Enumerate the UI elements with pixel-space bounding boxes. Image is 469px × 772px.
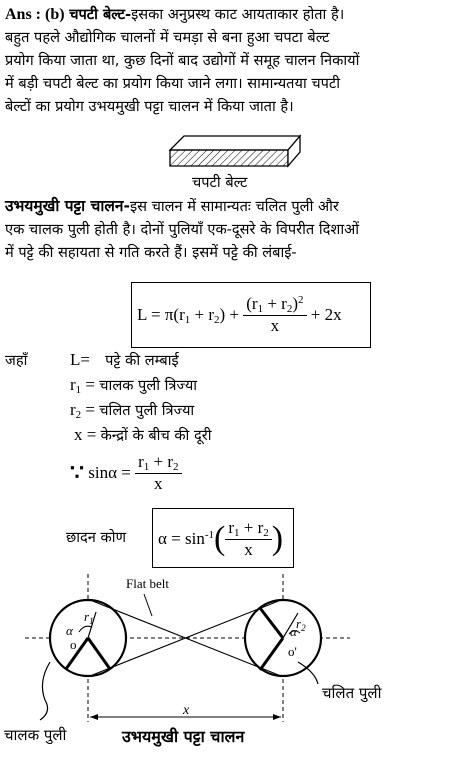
answer-heading: चपटी बेल्ट- — [69, 6, 132, 23]
open-drive-line-2: एक चालक पुली होती है। दोनों पुलियाँ एक-दूसरे के विपरीत दिशाओं — [5, 221, 360, 238]
def-r2: $r_2$ = चलित पुली त्रिज्या — [70, 400, 195, 421]
flat-belt-label: Flat belt — [126, 576, 169, 591]
def-r1: $r_1$ = चालक पुली त्रिज्या — [70, 375, 198, 396]
right-alpha-label: α — [290, 624, 297, 639]
open-drive-paragraph — [5, 195, 465, 264]
diagram-caption: उभयमुखी पट्टा चालन — [122, 727, 245, 746]
def-x: x = केन्द्रों के बीच की दूरी — [74, 425, 212, 444]
wrap-angle-formula: $\alpha = \sin^{-1}$( $\frac{r_1 + r_2}{x}$ ) — [152, 508, 294, 568]
open-drive-line-1: इस चालन में सामान्यतः चलित पुली और — [129, 198, 339, 215]
sin-formula: ∵ sinα = $\frac{r_1 + r_2}{x}$ — [70, 452, 182, 494]
left-alpha-label: α — [66, 623, 73, 638]
answer-line-4: में बड़ी चपटी बेल्ट का प्रयोग किया जाने लगा। सामान्यतया चपटी — [5, 75, 341, 92]
answer-prefix: Ans : (b) — [5, 6, 65, 23]
wrap-angle-label: छादन कोण — [66, 529, 127, 546]
flat-belt-illustration — [168, 132, 303, 172]
answer-line-2: बहुत पहले औद्योगिक चालनों में चमड़ा से बना हुआ चपटा बेल्ट — [5, 29, 330, 46]
right-radius-label: $r_2$ — [296, 616, 306, 633]
def-L: L= पट्टे की लम्बाई — [70, 350, 179, 369]
right-center-label: o' — [288, 644, 297, 659]
driver-pulley-label: चालक पुली — [4, 726, 67, 744]
answer-paragraph — [5, 3, 465, 118]
belt-length-formula: $L = \pi(r_1 + r_2)$ + $\frac{(r_1 + r_2)^2}{x}$ + 2x — [131, 282, 371, 348]
open-drive-line-3: में पट्टे की सहायता से गति करते हैं। इसमें पट्टे की लंबाई- — [5, 244, 297, 261]
flat-belt-caption: चपटी बेल्ट — [192, 174, 248, 191]
where-label: जहाँ — [5, 352, 28, 369]
length-fraction: $\frac{(r_1 + r_2)^2}{x}$ — [243, 294, 306, 336]
left-radius-label: $r_1$ — [84, 609, 94, 626]
answer-line-1: इसका अनुप्रस्थ काट आयताकार होता है। — [131, 6, 345, 23]
left-center-label: o — [70, 637, 77, 652]
driven-pulley-label: चलित पुली — [322, 684, 382, 702]
answer-line-5: बेल्टों का प्रयोग उभयमुखी पट्टा चालन में किया जाता है। — [5, 98, 294, 115]
x-label: x — [183, 703, 190, 718]
open-drive-heading: उभयमुखी पट्टा चालन- — [5, 197, 130, 215]
open-belt-drive-diagram — [0, 572, 469, 772]
answer-line-3: प्रयोग किया जाता था, कुछ दिनों बाद उद्योगों में समूह चालन निकायों — [5, 52, 360, 69]
